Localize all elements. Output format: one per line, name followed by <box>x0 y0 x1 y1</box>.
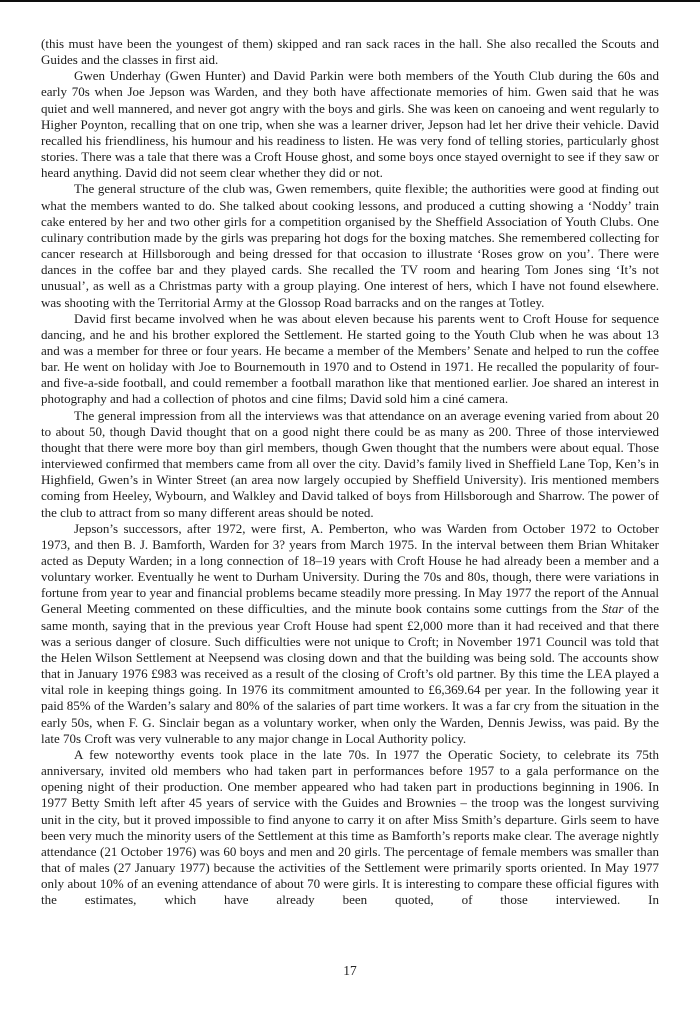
text-run: of the same month, saying that in the previous year Croft House had spent £2,000 more than it had received and that there was a serious danger of closure. Such difficulties were not unique to Croft; in November 1971 Council was told that the Helen Wilson Settlement at Neepsend was closing down and that the building was being sold. The accounts show that in January 1976 £983 was received as a result of the closing of Croft’s old partner. By this time the LEA played a vital role in keeping things going. In 1976 its commitment amounted to £6,369.64 per year. In the following year it paid 85% of the Warden’s salary and 80% of the salaries of part time workers. It was a far cry from the situation in the early 50s, when F. G. Sinclair began as a voluntary worker, when only the Warden, Dennis Jewiss, was paid. By the late 70s Croft was very vulnerable to any major change in Local Authority policy. <box>41 601 659 746</box>
page-text <box>41 36 659 908</box>
text-run: (this must have been the youngest of them) skipped and ran sack races in the hall. She also recalled the Scouts and Guides and the classes in first aid. <box>41 36 659 68</box>
paragraph <box>41 311 659 408</box>
paragraph <box>41 36 659 68</box>
text-run: A few noteworthy events took place in the late 70s. In 1977 the Operatic Society, to celebrate its 75th anniversary, invited old members who had taken part in performances before 1957 to a gala performance on the opening night of their production. One member appeared who had taken part in productions beginning in 1906. In 1977 Betty Smith left after 45 years of service with the Guides and Brownies – the troop was the longest surviving unit in the city, but it proved impossible to find anyone to carry it on after Miss Smith’s departure. Girls seem to have been very much the minority users of the Settlement at this time as Bamforth’s reports make clear. The average nightly attendance (21 October 1976) was 60 boys and men and 20 girls. The percentage of female members was smaller than that of males (27 January 1977) because the activities of the Settlement were primarily sports oriented. In May 1977 only about 10% of an evening attendance of about 70 were girls. It is interesting to compare these official figures with the estimates, which have already been quoted, of those interviewed. In <box>41 746 659 908</box>
paragraph <box>41 747 659 909</box>
text-run: Jepson’s successors, after 1972, were first, A. Pemberton, who was Warden from October 1972 to October 1973, and then B. J. Bamforth, Warden for 3? years from March 1975. In the interval between them Brian Whitaker acted as Deputy Warden; in a long connection of 18–19 years with Croft House he had already been a member and a voluntary worker. Eventually he went to Durham University. During the 70s and 80s, though, there were variations in fortune from year to year and financial problems became steadily more pressing. In May 1977 the report of the Annual General Meeting commented on these difficulties, and the minute book contains some cuttings from the <box>41 520 659 617</box>
italic-text-run: Star <box>601 601 624 617</box>
paragraph <box>41 181 659 310</box>
text-run: David first became involved when he was about eleven because his parents went to Croft House for sequence dancing, and he and his brother explored the Settlement. He started going to the Youth Club when he was about 13 and was a member for three or four years. He became a member of the Members’ Senate and helped to run the coffee bar. He went on holiday with Joe to Bournemouth in 1970 and to Ostend in 1971. He recalled the popularity of four- and five-a-side football, and could remember a football marathon like that mentioned earlier. Joe shared an interest in photography and had a collection of photos and cine films; David sold him a ciné camera. <box>41 310 659 407</box>
scan-top-edge-artifact <box>0 0 700 2</box>
text-run: The general structure of the club was, Gwen remembers, quite flexible; the authorities were good at finding out what the members wanted to do. She talked about cooking lessons, and produced a cutting showing a ‘Noddy’ train cake entered by her and two other girls for a competition organised by the Sheffield Association of Youth Clubs. One culinary contribution made by the girls was preparing hot dogs for the boxing matches. She remembered collecting for cancer research at Hillsborough and being dressed for that occasion to illustrate ‘Roses grow on you’. There were dances in the coffee bar and they played cards. She recalled the TV room and hearing Tom Jones sing ‘It’s not unusual’, as well as a Christmas party with a group playing. One interest of hers, which I have not found elsewhere. was shooting with the Territorial Army at the Glossop Road barracks and on the ranges at Totley. <box>41 181 659 310</box>
paragraph <box>41 68 659 181</box>
paragraph <box>41 408 659 521</box>
text-run: Gwen Underhay (Gwen Hunter) and David Parkin were both members of the Youth Club during the 60s and early 70s when Joe Jepson was Warden, and they both have affectionate memories of him. Gwen said that he was quiet and well mannered, and never got angry with the boys and girls. She was keen on canoeing and went regularly to Higher Poynton, recalling that on one trip, when she was a learner driver, Jepson had let her drive their vehicle. David recalled his friendliness, his humour and his readiness to listen. He was very fond of telling stories, particularly ghost stories. There was a tale that there was a Croft House ghost, and some boys once stayed overnight to see if they saw or heard anything. David did not seem clear whether they did or not. <box>41 68 659 181</box>
page-number: 17 <box>343 963 357 978</box>
text-run: The general impression from all the interviews was that attendance on an average evening varied from about 20 to about 50, though David thought that on a good night there could be as many as 200. Three of those interviewed thought that there were more boy than girl members, though Gwen thought that the numbers were about equal. Those interviewed confirmed that members came from all over the city. David’s family lived in Sheffield Lane Top, Ken’s in Highfield, Gwen’s in Winter Street (an area now largely occupied by Sheffield University). Iris mentioned members coming from Heeley, Wybourn, and Walkley and David talked of boys from Hillsborough and Sharrow. The power of the club to attract from so many different areas should be noted. <box>41 407 659 520</box>
paragraph <box>41 521 659 747</box>
